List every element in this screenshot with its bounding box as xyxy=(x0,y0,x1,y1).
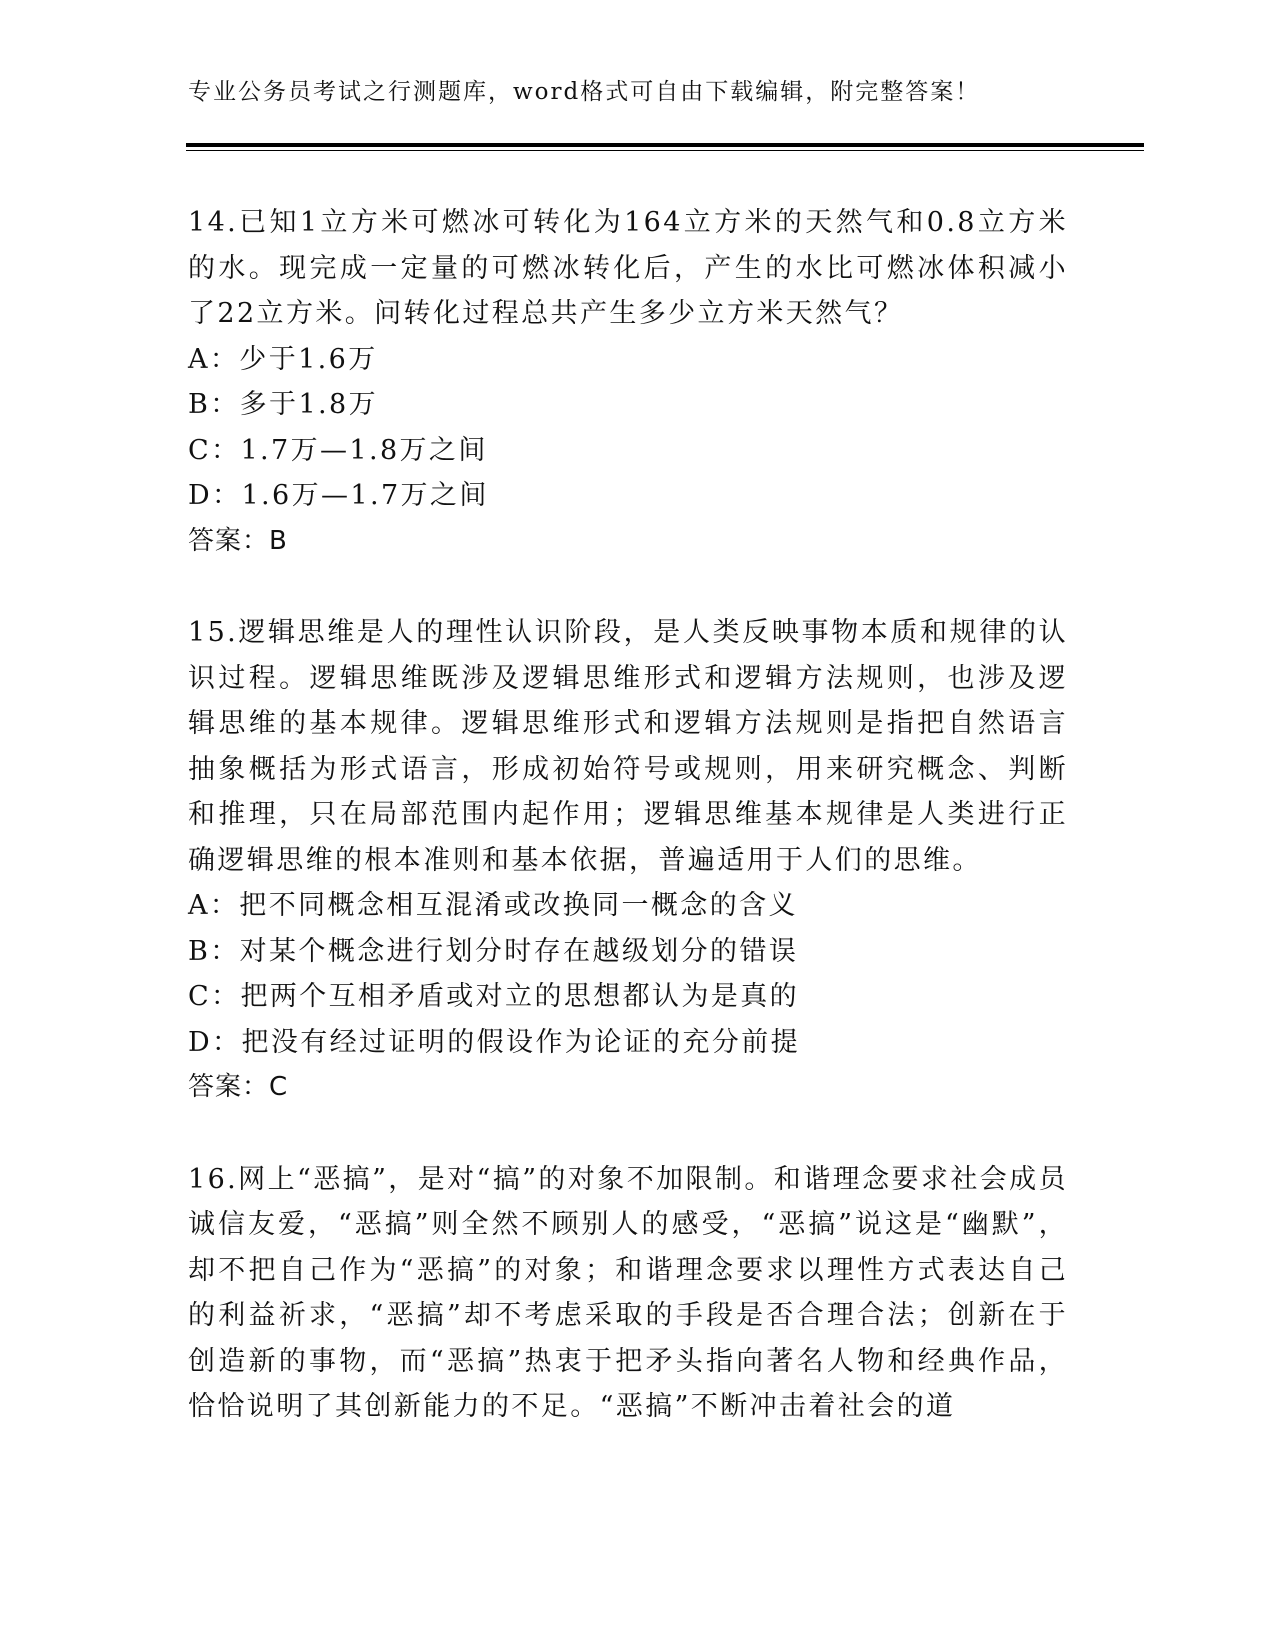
option-a: A：把不同概念相互混淆或改换同一概念的含义 xyxy=(188,890,798,921)
option-c: C：1.7万—1.8万之间 xyxy=(188,434,488,466)
question-16 xyxy=(188,1157,1068,1430)
option-b: B：对某个概念进行划分时存在越级划分的错误 xyxy=(188,935,799,967)
option-d: D：把没有经过证明的假设作为论证的充分前提 xyxy=(188,1026,801,1058)
option-d: D：1.6万—1.7万之间 xyxy=(188,480,489,511)
question-stem: 14.已知1立方米可燃冰可转化为164立方米的天然气和0.8立方米的水。现完成一定量的可燃冰转化后，产生的水比可燃冰体积减小了22立方米。问转化过程总共产生多少立方米天然气？ xyxy=(188,207,1068,329)
question-stem: 15.逻辑思维是人的理性认识阶段，是人类反映事物本质和规律的认识过程。逻辑思维既涉及逻辑思维形式和逻辑方法规则，也涉及逻辑思维的基本规律。逻辑思维形式和逻辑方法规则是指把自然语言抽象概括为形式语言，形成初始符号或规则，用来研究概念、判断和推理，只在局部范围内起作用；逻辑思维基本规律是人类进行正确逻辑思维的根本准则和基本依据，普遍适用于人们的思维。 xyxy=(188,617,1068,876)
option-b: B：多于1.8万 xyxy=(188,389,378,420)
question-14 xyxy=(188,200,1068,564)
question-stem: 16.网上“恶搞”，是对“搞”的对象不加限制。和谐理念要求社会成员诚信友爱，“恶搞”则全然不顾别人的感受，“恶搞”说这是“幽默”，却不把自己作为“恶搞”的对象；和谐理念要求以理性方式表达自己的利益祈求，“恶搞”却不考虑采取的手段是否合理合法；创新在于创造新的事物，而“恶搞”热衷于把矛头指向著名人物和经典作品，恰恰说明了其创新能力的不足。“恶搞”不断冲击着社会的道 xyxy=(188,1163,1068,1422)
question-list xyxy=(188,200,1068,1476)
question-15 xyxy=(188,610,1068,1111)
option-a: A：少于1.6万 xyxy=(188,343,378,375)
answer-line: 答案：B xyxy=(188,525,288,556)
page-header: 专业公务员考试之行测题库，word格式可自由下载编辑，附完整答案！ xyxy=(188,79,981,105)
answer-line: 答案：C xyxy=(188,1072,289,1102)
header-rule-thick xyxy=(186,143,1144,147)
option-c: C：把两个互相矛盾或对立的思想都认为是真的 xyxy=(188,981,800,1012)
header-rule-thin xyxy=(186,150,1144,151)
